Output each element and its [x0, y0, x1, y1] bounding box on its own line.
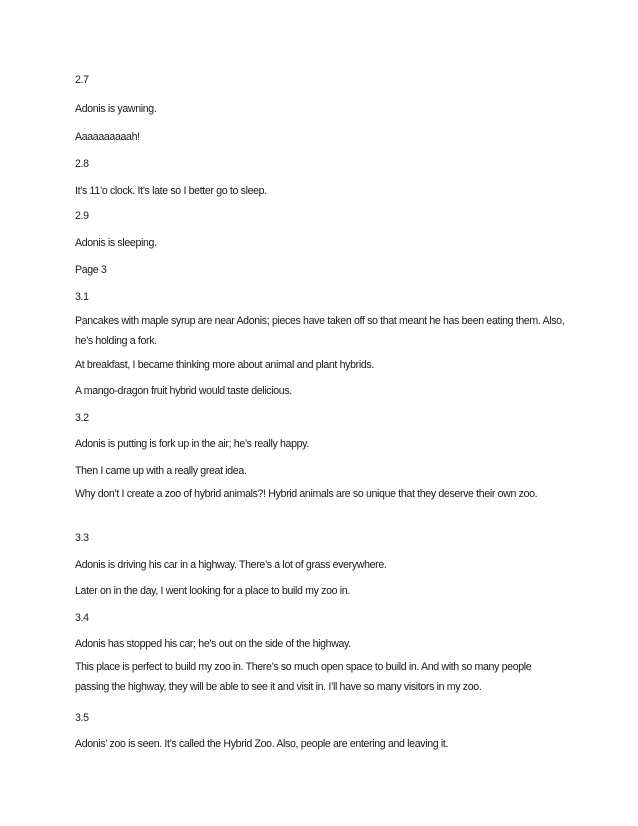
section-number: 3.3 [75, 532, 89, 544]
dialogue-line: Later on in the day, I went looking for a place to build my zoo in. [75, 585, 350, 597]
scene-description: Adonis is driving his car in a highway. There’s a lot of grass everywhere. [75, 559, 387, 571]
scene-description: Adonis is putting is fork up in the air; he’s really happy. [75, 438, 309, 450]
scene-description: Adonis has stopped his car; he’s out on the side of the highway. [75, 638, 351, 650]
dialogue-line: A mango-dragon fruit hybrid would taste delicious. [75, 385, 292, 397]
page-heading: Page 3 [75, 264, 107, 276]
dialogue-line: It’s 11’o clock. It’s late so I better go to sleep. [75, 185, 267, 197]
section-number: 2.7 [75, 74, 89, 86]
section-number: 3.1 [75, 291, 89, 303]
dialogue-line: This place is perfect to build my zoo in. There’s so much open space to build in. And with so many people passing the highway, they will be able to see it and visit in. I’ll have so many visitors in my zoo. [75, 661, 532, 693]
section-number: 2.9 [75, 210, 89, 222]
scene-description: Adonis is sleeping. [75, 237, 157, 249]
section-number: 2.8 [75, 158, 89, 170]
dialogue-line: Aaaaaaaaaah! [75, 131, 140, 143]
section-number: 3.4 [75, 612, 89, 624]
section-number: 3.5 [75, 712, 89, 724]
scene-description: Adonis is yawning. [75, 103, 157, 115]
dialogue-line: At breakfast, I became thinking more about animal and plant hybrids. [75, 359, 374, 371]
scene-description: Pancakes with maple syrup are near Adonis; pieces have taken off so that meant he has been eating them. Also, he’s holding a fork. [75, 315, 565, 347]
section-number: 3.2 [75, 412, 89, 424]
dialogue-line: Then I came up with a really great idea. [75, 465, 247, 477]
scene-description: Adonis’ zoo is seen. It’s called the Hybrid Zoo. Also, people are entering and leaving it. [75, 738, 449, 750]
dialogue-line: Why don’t I create a zoo of hybrid animals?! Hybrid animals are so unique that they deserve their own zoo. [75, 488, 538, 500]
